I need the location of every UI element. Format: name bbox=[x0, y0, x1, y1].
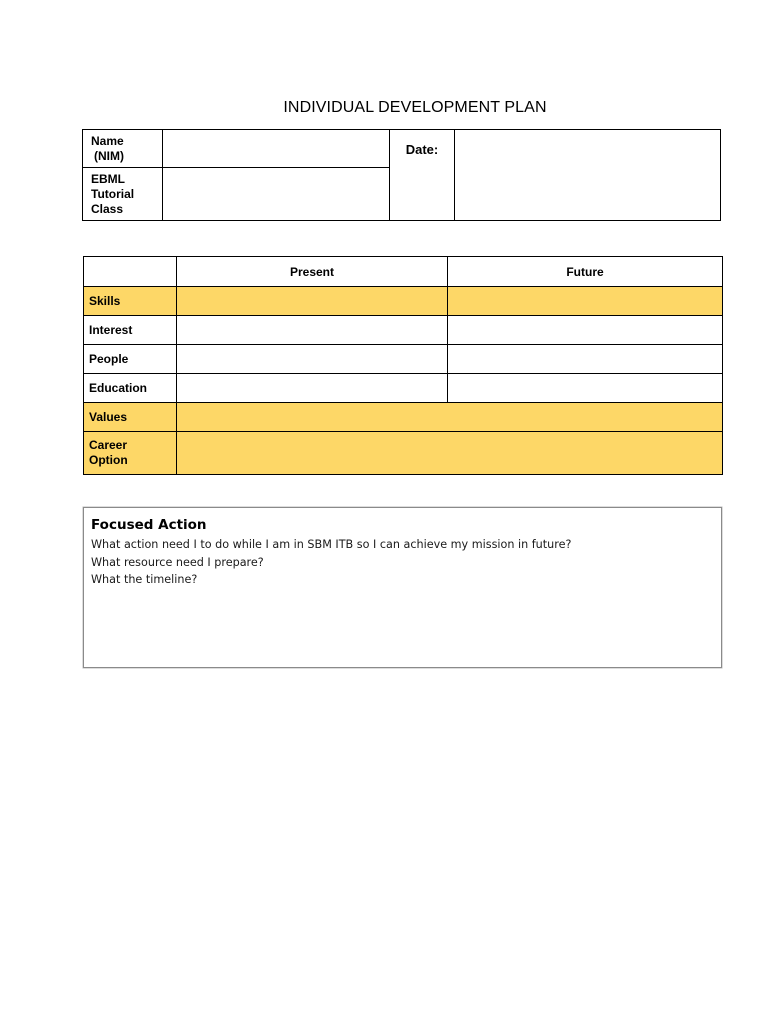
focused-action-box[interactable] bbox=[83, 507, 722, 668]
development-table bbox=[83, 256, 723, 475]
row-label-line: Option bbox=[89, 453, 128, 467]
education-present-cell[interactable] bbox=[177, 374, 448, 403]
row-label: Interest bbox=[84, 316, 177, 345]
class-label bbox=[83, 168, 163, 221]
column-header bbox=[84, 257, 177, 287]
identity-table bbox=[82, 129, 721, 221]
row-label: Education bbox=[84, 374, 177, 403]
column-header-present: Present bbox=[177, 257, 448, 287]
table-row-skills bbox=[84, 287, 723, 316]
career-option-cell[interactable] bbox=[177, 432, 723, 475]
table-header-row bbox=[84, 257, 723, 287]
name-label bbox=[83, 130, 163, 168]
people-future-cell[interactable] bbox=[448, 345, 723, 374]
table-row-values bbox=[84, 403, 723, 432]
class-label-line: EBML bbox=[91, 171, 125, 186]
focused-action-question: What resource need I prepare? bbox=[91, 555, 264, 569]
skills-future-cell[interactable] bbox=[448, 287, 723, 316]
focused-action-question: What action need I to do while I am in SBM ITB so I can achieve my mission in future? bbox=[91, 538, 572, 551]
class-label-line: Tutorial bbox=[91, 186, 135, 201]
column-header-future: Future bbox=[448, 257, 723, 287]
class-field[interactable] bbox=[163, 168, 390, 221]
interest-future-cell[interactable] bbox=[448, 316, 723, 345]
skills-present-cell[interactable] bbox=[177, 287, 448, 316]
row-label: Values bbox=[84, 403, 177, 432]
name-label-line: Name bbox=[91, 133, 124, 148]
name-field[interactable] bbox=[163, 130, 390, 168]
date-label: Date: bbox=[390, 130, 455, 221]
interest-present-cell[interactable] bbox=[177, 316, 448, 345]
row-label: People bbox=[84, 345, 177, 374]
people-present-cell[interactable] bbox=[177, 345, 448, 374]
focused-action-question: What the timeline? bbox=[91, 573, 198, 586]
table-row-people bbox=[84, 345, 723, 374]
table-row-education bbox=[84, 374, 723, 403]
focused-action-title: Focused Action bbox=[91, 517, 207, 533]
document-title: INDIVIDUAL DEVELOPMENT PLAN bbox=[283, 99, 547, 116]
education-future-cell[interactable] bbox=[448, 374, 723, 403]
values-cell[interactable] bbox=[177, 403, 723, 432]
date-field[interactable] bbox=[455, 130, 721, 221]
row-label: Skills bbox=[84, 287, 177, 316]
class-label-line: Class bbox=[91, 201, 124, 216]
row-label-line: Career bbox=[89, 438, 128, 452]
row-label bbox=[84, 432, 177, 475]
table-row-career-option bbox=[84, 432, 723, 475]
table-row-interest bbox=[84, 316, 723, 345]
name-label-line: (NIM) bbox=[94, 148, 124, 163]
